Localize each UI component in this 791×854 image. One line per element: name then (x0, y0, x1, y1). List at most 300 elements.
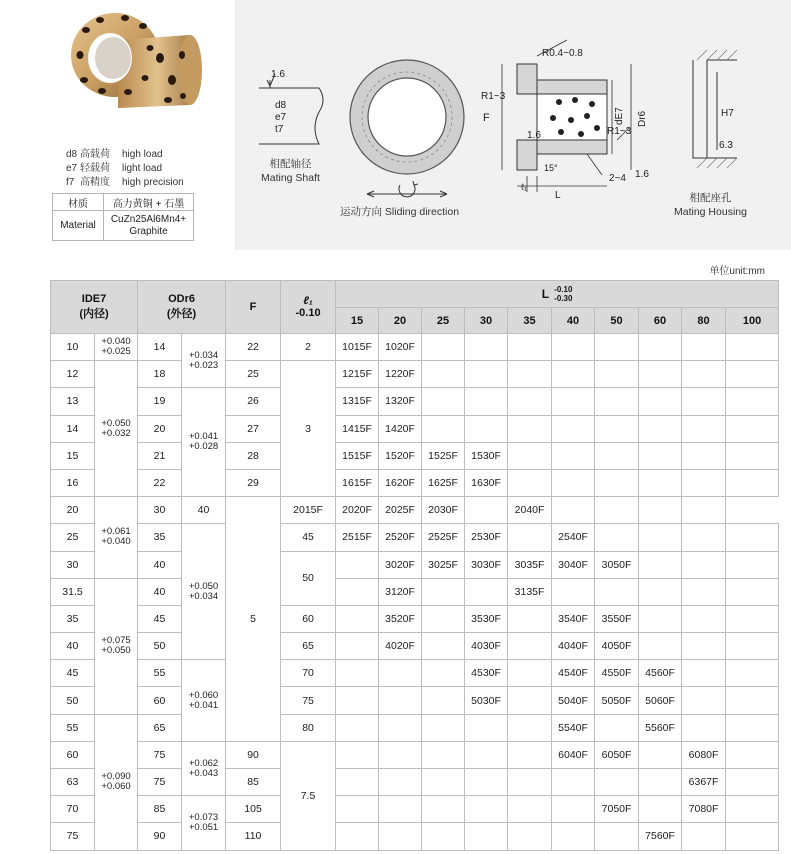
table-row (51, 633, 779, 660)
part-code (508, 796, 552, 823)
part-code (336, 714, 379, 741)
part-code (508, 823, 552, 850)
part-code (726, 524, 779, 551)
part-code: 1620F (379, 469, 422, 496)
part-code (595, 714, 639, 741)
f-value: 80 (281, 714, 336, 741)
part-code: 3025F (422, 551, 465, 578)
table-row (51, 469, 779, 496)
header-f: F (226, 281, 281, 334)
part-code (336, 660, 379, 687)
bushing-photo (0, 0, 235, 150)
part-code (595, 578, 639, 605)
part-code (595, 334, 639, 361)
part-code (465, 361, 508, 388)
part-code (336, 551, 379, 578)
part-code: 3035F (508, 551, 552, 578)
part-code: 2015F (281, 497, 336, 524)
part-code (682, 823, 726, 850)
bushing-angle: 15° (544, 163, 558, 173)
part-code: 4040F (552, 633, 595, 660)
part-code (422, 769, 465, 796)
id-value: 12 (51, 361, 95, 388)
part-code (508, 524, 552, 551)
id-value: 20 (51, 497, 95, 524)
part-code: 6040F (552, 741, 595, 768)
dimension-table (50, 280, 779, 851)
bushing-f: F (483, 112, 490, 124)
id-value: 31.5 (51, 578, 95, 605)
part-code (508, 442, 552, 469)
od-value: 55 (138, 660, 182, 687)
part-code: 4550F (595, 660, 639, 687)
part-code (639, 578, 682, 605)
f-value: 27 (226, 415, 281, 442)
od-tolerance: +0.062 +0.043 (182, 741, 226, 795)
id-value: 30 (51, 551, 95, 578)
part-code: 2040F (508, 497, 552, 524)
material-value-cn: 高力黄铜 + 石墨 (104, 194, 194, 211)
mating-shaft (259, 80, 323, 144)
length-header: 50 (595, 308, 639, 334)
part-code (682, 361, 726, 388)
od-tolerance: +0.041 +0.028 (182, 388, 226, 497)
id-value: 14 (51, 415, 95, 442)
id-tolerance: +0.040 +0.025 (95, 334, 138, 361)
rotation-arrow-icon (367, 181, 447, 197)
id-value: 40 (51, 633, 95, 660)
part-code (508, 415, 552, 442)
shaft-d8: d8 (275, 100, 287, 111)
table-row (51, 823, 779, 850)
part-code (465, 741, 508, 768)
part-code: 7050F (595, 796, 639, 823)
part-code (639, 605, 682, 632)
part-code (552, 469, 595, 496)
part-code (379, 714, 422, 741)
part-code (595, 469, 639, 496)
part-code: 3520F (379, 605, 422, 632)
part-code: 3530F (465, 605, 508, 632)
f-value: 22 (226, 334, 281, 361)
part-code (379, 741, 422, 768)
part-code: 5060F (639, 687, 682, 714)
part-code (726, 334, 779, 361)
f-value: 60 (281, 605, 336, 632)
part-code (422, 415, 465, 442)
part-code (422, 660, 465, 687)
part-code (726, 551, 779, 578)
length-header: 20 (379, 308, 422, 334)
part-code (465, 497, 508, 524)
part-code: 5560F (639, 714, 682, 741)
id-tolerance: +0.061 +0.040 (95, 497, 138, 579)
id-value: 10 (51, 334, 95, 361)
l1-value: 5 (226, 497, 281, 742)
part-code (336, 578, 379, 605)
part-code (682, 415, 726, 442)
part-code (726, 469, 779, 496)
bushing-l: L (555, 190, 561, 201)
part-code (682, 334, 726, 361)
part-code: 2520F (379, 524, 422, 551)
l1-value: 3 (281, 361, 336, 497)
part-code: 5030F (465, 687, 508, 714)
od-value: 22 (138, 469, 182, 496)
od-value: 45 (138, 605, 182, 632)
part-code (639, 415, 682, 442)
housing-roughness: 6.3 (719, 140, 733, 151)
id-value: 16 (51, 469, 95, 496)
part-code (508, 388, 552, 415)
part-code: 5050F (595, 687, 639, 714)
part-code: 5540F (552, 714, 595, 741)
header-ide7: IDE7 (内径) (51, 281, 138, 334)
id-value: 15 (51, 442, 95, 469)
part-code (552, 823, 595, 850)
material-label-cn: 材质 (53, 194, 104, 211)
part-code (726, 660, 779, 687)
part-code (639, 796, 682, 823)
part-code: 2530F (465, 524, 508, 551)
part-code (595, 769, 639, 796)
table-row (51, 497, 779, 524)
table-row (51, 578, 779, 605)
od-tolerance: +0.073 +0.051 (182, 796, 226, 850)
part-code (595, 524, 639, 551)
table-row (51, 741, 779, 768)
part-code (639, 524, 682, 551)
bushing-roughness-2: 1.6 (635, 169, 649, 180)
part-code (726, 361, 779, 388)
part-code (726, 687, 779, 714)
table-row (51, 769, 779, 796)
part-code (465, 796, 508, 823)
od-value: 60 (138, 687, 182, 714)
shaft-e7: e7 (275, 112, 287, 123)
part-code (552, 361, 595, 388)
part-code (422, 361, 465, 388)
part-code (682, 633, 726, 660)
part-code (422, 687, 465, 714)
part-code: 5040F (552, 687, 595, 714)
part-code: 1515F (336, 442, 379, 469)
part-code (465, 823, 508, 850)
part-code (508, 633, 552, 660)
part-code (726, 823, 779, 850)
f-value: 110 (226, 823, 281, 850)
part-code (422, 741, 465, 768)
part-code (508, 605, 552, 632)
od-value: 90 (138, 823, 182, 850)
part-code (422, 796, 465, 823)
od-value: 85 (138, 796, 182, 823)
part-code (552, 769, 595, 796)
part-code (639, 551, 682, 578)
part-code (726, 796, 779, 823)
bushing-de7: dE7 (614, 107, 625, 125)
part-code: 1415F (336, 415, 379, 442)
part-code (552, 334, 595, 361)
part-code: 3135F (508, 578, 552, 605)
table-row (51, 334, 779, 361)
part-code (682, 469, 726, 496)
housing-caption: 相配座孔 Mating Housing (674, 192, 747, 218)
part-code (422, 823, 465, 850)
part-code (465, 769, 508, 796)
part-code (508, 714, 552, 741)
id-tolerance: +0.090 +0.060 (95, 714, 138, 850)
od-value: 50 (138, 633, 182, 660)
sliding-ring (350, 60, 464, 174)
id-tolerance: +0.050 +0.032 (95, 361, 138, 497)
part-code (682, 578, 726, 605)
part-code: 3040F (552, 551, 595, 578)
table-row (51, 660, 779, 687)
bushing-chamfer: 2~4 (609, 173, 626, 184)
material-value-en: CuZn25Al6Mn4+ Graphite (104, 211, 194, 241)
od-value: 35 (138, 524, 182, 551)
part-code (682, 388, 726, 415)
f-value: 50 (281, 551, 336, 605)
part-code: 4050F (595, 633, 639, 660)
shaft-caption: 相配轴径 Mating Shaft (261, 158, 320, 184)
table-row (51, 551, 779, 578)
part-code (422, 388, 465, 415)
part-code: 3030F (465, 551, 508, 578)
legend-item: f7 高精度 high precision (66, 177, 184, 188)
part-code (726, 415, 779, 442)
part-code (639, 334, 682, 361)
part-code (595, 388, 639, 415)
part-code (726, 633, 779, 660)
part-code (508, 769, 552, 796)
od-value: 30 (138, 497, 182, 524)
f-value: 45 (281, 524, 336, 551)
length-header: 35 (508, 308, 552, 334)
f-value: 29 (226, 469, 281, 496)
part-code (595, 442, 639, 469)
f-value: 25 (226, 361, 281, 388)
part-code (726, 769, 779, 796)
part-code (508, 334, 552, 361)
part-code (639, 741, 682, 768)
bushing-radius-left: R1~3 (481, 91, 506, 102)
part-code (465, 578, 508, 605)
part-code: 4020F (379, 633, 422, 660)
part-code: 2020F (336, 497, 379, 524)
material-table (52, 193, 194, 241)
part-code (508, 469, 552, 496)
part-code (336, 633, 379, 660)
od-value: 20 (138, 415, 182, 442)
f-value: 85 (226, 769, 281, 796)
part-code (422, 578, 465, 605)
part-code (552, 796, 595, 823)
od-value: 75 (138, 741, 182, 768)
part-code: 1015F (336, 334, 379, 361)
part-code (682, 605, 726, 632)
part-code: 3020F (379, 551, 422, 578)
id-value: 13 (51, 388, 95, 415)
part-code (639, 633, 682, 660)
part-code (465, 388, 508, 415)
part-code: 4540F (552, 660, 595, 687)
part-code (465, 415, 508, 442)
part-code: 2525F (422, 524, 465, 551)
f-value: 40 (182, 497, 226, 524)
part-code: 6367F (682, 769, 726, 796)
bushing-radius-top: R0.4~0.8 (542, 48, 583, 59)
part-code: 1220F (379, 361, 422, 388)
part-code: 1615F (336, 469, 379, 496)
part-code: 3120F (379, 578, 422, 605)
part-code (336, 605, 379, 632)
table-row (51, 361, 779, 388)
table-row (51, 605, 779, 632)
od-value: 14 (138, 334, 182, 361)
part-code: 6050F (595, 741, 639, 768)
part-code (465, 714, 508, 741)
part-code (682, 524, 726, 551)
part-code (726, 714, 779, 741)
part-code (422, 605, 465, 632)
part-code (595, 823, 639, 850)
od-value: 75 (138, 769, 182, 796)
f-value: 75 (281, 687, 336, 714)
sliding-caption: 运动方向 Sliding direction (340, 206, 460, 218)
id-value: 70 (51, 796, 95, 823)
part-code (379, 796, 422, 823)
part-code: 4530F (465, 660, 508, 687)
shaft-t7: t7 (275, 124, 284, 135)
part-code (379, 687, 422, 714)
bushing-roughness: 1.6 (527, 130, 541, 141)
od-value: 21 (138, 442, 182, 469)
part-code: 3550F (595, 605, 639, 632)
id-value: 25 (51, 524, 95, 551)
part-code (639, 769, 682, 796)
drawing-card (237, 0, 791, 250)
header-odr6: ODr6 (外径) (138, 281, 226, 334)
product-card (0, 0, 235, 250)
part-code: 3540F (552, 605, 595, 632)
part-code: 2025F (379, 497, 422, 524)
od-tolerance: +0.050 +0.034 (182, 524, 226, 660)
part-code (639, 388, 682, 415)
od-value: 40 (138, 551, 182, 578)
part-code: 2540F (552, 524, 595, 551)
part-code (552, 442, 595, 469)
part-code (552, 388, 595, 415)
part-code (336, 741, 379, 768)
part-code: 1530F (465, 442, 508, 469)
part-code (336, 796, 379, 823)
part-code (682, 714, 726, 741)
od-value: 40 (138, 578, 182, 605)
id-tolerance: +0.075 +0.050 (95, 578, 138, 714)
housing-h7: H7 (721, 108, 734, 119)
id-value: 50 (51, 687, 95, 714)
length-header: 40 (552, 308, 595, 334)
part-code (379, 660, 422, 687)
part-code (508, 741, 552, 768)
table-row (51, 524, 779, 551)
l1-value: 2 (281, 334, 336, 361)
part-code (682, 687, 726, 714)
part-code (682, 660, 726, 687)
id-value: 63 (51, 769, 95, 796)
legend-item: e7 轻载荷 light load (66, 163, 163, 174)
part-code: 2030F (422, 497, 465, 524)
unit-label: 单位unit:mm (709, 266, 765, 277)
part-code: 2515F (336, 524, 379, 551)
id-value: 45 (51, 660, 95, 687)
bushing-section (517, 64, 607, 170)
shaft-roughness: 1.6 (271, 69, 285, 80)
length-header: 25 (422, 308, 465, 334)
part-code (422, 334, 465, 361)
part-code (552, 578, 595, 605)
part-code: 6080F (682, 741, 726, 768)
header-l: L -0.10 -0.30 (336, 281, 779, 308)
l1-value: 7.5 (281, 741, 336, 850)
od-value: 65 (138, 714, 182, 741)
f-value: 65 (281, 633, 336, 660)
length-header: 30 (465, 308, 508, 334)
part-code (508, 660, 552, 687)
part-code (726, 741, 779, 768)
part-code (336, 769, 379, 796)
legend-item: d8 高载荷 high load (66, 149, 163, 160)
part-code (726, 578, 779, 605)
bushing-radius-right: R1~3 (607, 126, 632, 137)
part-code: 1320F (379, 388, 422, 415)
part-code (726, 442, 779, 469)
id-value: 55 (51, 714, 95, 741)
od-value: 19 (138, 388, 182, 415)
table-row (51, 796, 779, 823)
part-code (595, 415, 639, 442)
part-code (422, 633, 465, 660)
part-code (682, 551, 726, 578)
id-value: 60 (51, 741, 95, 768)
part-code (639, 361, 682, 388)
part-code: 1625F (422, 469, 465, 496)
part-code (639, 442, 682, 469)
part-code (639, 469, 682, 496)
part-code: 1215F (336, 361, 379, 388)
part-code: 1525F (422, 442, 465, 469)
length-header: 80 (682, 308, 726, 334)
part-code (379, 769, 422, 796)
part-code (726, 605, 779, 632)
od-tolerance: +0.034 +0.023 (182, 334, 226, 388)
bushing-dr6: Dr6 (637, 110, 648, 127)
part-code (682, 442, 726, 469)
part-code (726, 388, 779, 415)
part-code: 4560F (639, 660, 682, 687)
part-code: 7080F (682, 796, 726, 823)
length-header: 60 (639, 308, 682, 334)
length-header: 100 (726, 308, 779, 334)
table-row (51, 442, 779, 469)
od-tolerance: +0.060 +0.041 (182, 660, 226, 742)
part-code: 3050F (595, 551, 639, 578)
id-value: 35 (51, 605, 95, 632)
part-code (682, 497, 726, 524)
part-code (379, 823, 422, 850)
